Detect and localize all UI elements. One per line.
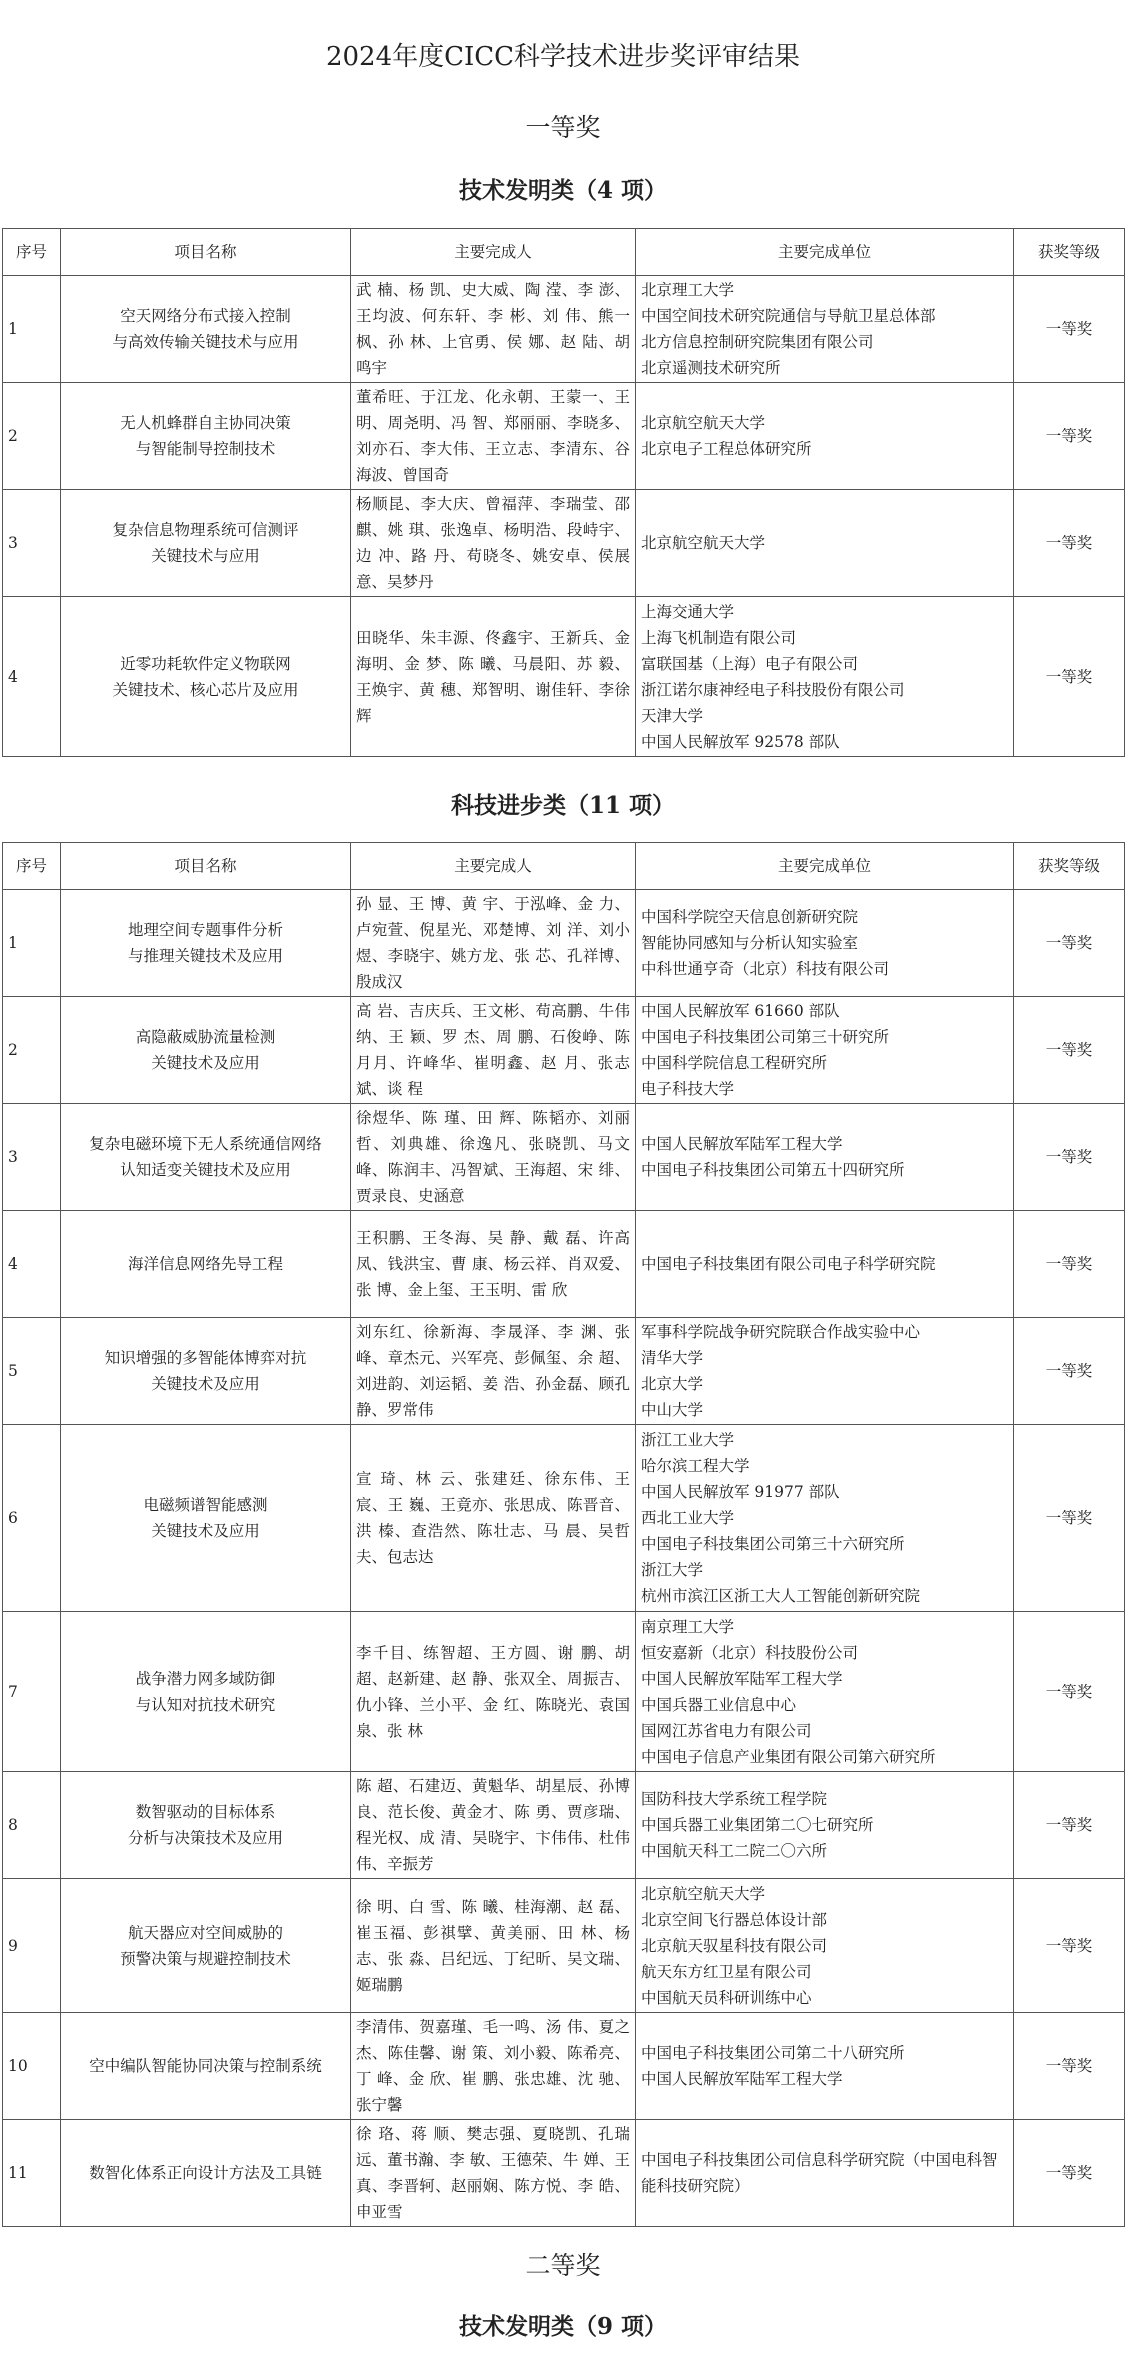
main-units: 浙江工业大学 哈尔滨工程大学 中国人民解放军 91977 部队 西北工业大学 中国电子科技集团公司第三十六研究所 浙江大学 杭州市滨江区浙工大人工智能创新研究院	[636, 1425, 1014, 1612]
project-name: 地理空间专题事件分析 与推理关键技术及应用	[61, 890, 351, 997]
project-name: 数智化体系正向设计方法及工具链	[61, 2120, 351, 2227]
header-people: 主要完成人	[351, 229, 636, 276]
header-people: 主要完成人	[351, 843, 636, 890]
awards-table-invention	[2, 228, 1125, 757]
main-units: 中国电子科技集团公司信息科学研究院（中国电科智能科技研究院）	[636, 2120, 1014, 2227]
project-name: 电磁频谱智能感测 关键技术及应用	[61, 1425, 351, 1612]
row-number: 1	[3, 276, 61, 383]
header-no: 序号	[3, 843, 61, 890]
award-level: 一等奖	[1014, 890, 1125, 997]
table-row	[3, 2013, 1125, 2120]
main-contributors: 田晓华、朱丰源、佟鑫宇、王新兵、金海明、金 梦、陈 曦、马晨阳、苏 毅、王焕宇、黄 穗、郑智明、谢佳轩、李徐辉	[351, 597, 636, 757]
table-row	[3, 1879, 1125, 2013]
project-name: 海洋信息网络先导工程	[61, 1211, 351, 1318]
row-number: 2	[3, 997, 61, 1104]
main-units: 上海交通大学 上海飞机制造有限公司 富联国基（上海）电子有限公司 浙江诺尔康神经电子科技股份有限公司 天津大学 中国人民解放军 92578 部队	[636, 597, 1014, 757]
main-units: 南京理工大学 恒安嘉新（北京）科技股份公司 中国人民解放军陆军工程大学 中国兵器工业信息中心 国网江苏省电力有限公司 中国电子信息产业集团有限公司第六研究所	[636, 1612, 1014, 1772]
main-units: 中国科学院空天信息创新研究院 智能协同感知与分析认知实验室 中科世通亨奇（北京）科技有限公司	[636, 890, 1014, 997]
table-row	[3, 1425, 1125, 1612]
awards-table-progress	[2, 842, 1125, 2227]
award-level: 一等奖	[1014, 597, 1125, 757]
award-level: 一等奖	[1014, 276, 1125, 383]
row-number: 4	[3, 1211, 61, 1318]
main-contributors: 宣 琦、林 云、张建廷、徐东伟、王 宸、王 巍、王竟亦、张思成、陈晋音、洪 榛、查浩然、陈壮志、马 晨、吴哲夫、包志达	[351, 1425, 636, 1612]
row-number: 3	[3, 490, 61, 597]
table-row	[3, 1318, 1125, 1425]
header-units: 主要完成单位	[636, 843, 1014, 890]
section-heading-progress: 科技进步类（11 项）	[450, 792, 675, 819]
row-number: 7	[3, 1612, 61, 1772]
project-name: 无人机蜂群自主协同决策 与智能制导控制技术	[61, 383, 351, 490]
main-units: 中国电子科技集团公司第二十八研究所 中国人民解放军陆军工程大学	[636, 2013, 1014, 2120]
main-units: 北京理工大学 中国空间技术研究院通信与导航卫星总体部 北方信息控制研究院集团有限公司 北京遥测技术研究所	[636, 276, 1014, 383]
section-heading-invention-first: 技术发明类（4 项）	[458, 177, 667, 204]
main-units: 北京航空航天大学	[636, 490, 1014, 597]
project-name: 近零功耗软件定义物联网 关键技术、核心芯片及应用	[61, 597, 351, 757]
award-level: 一等奖	[1014, 2013, 1125, 2120]
main-contributors: 李千目、练智超、王方圆、谢 鹏、胡 超、赵新建、赵 静、张双全、周振吉、仇小锋、兰小平、金 红、陈晓光、袁国泉、张 林	[351, 1612, 636, 1772]
table-row	[3, 890, 1125, 997]
main-units: 中国人民解放军陆军工程大学 中国电子科技集团公司第五十四研究所	[636, 1104, 1014, 1211]
main-contributors: 徐 珞、蒋 顺、樊志强、夏晓凯、孔瑞远、董书瀚、李 敏、王德荣、牛 婵、王 真、李晋轲、赵丽娴、陈方悦、李 皓、申亚雪	[351, 2120, 636, 2227]
table-row	[3, 2120, 1125, 2227]
header-units: 主要完成单位	[636, 229, 1014, 276]
award-level: 一等奖	[1014, 1104, 1125, 1211]
main-contributors: 孙 显、王 博、黄 宇、于泓峰、金 力、卢宛萱、倪星光、邓楚博、刘 洋、刘小煜、李晓宇、姚方龙、张 芯、孔祥博、殷成汉	[351, 890, 636, 997]
project-name: 空中编队智能协同决策与控制系统	[61, 2013, 351, 2120]
main-contributors: 王积鹏、王冬海、吴 静、戴 磊、许高凤、钱洪宝、曹 康、杨云祥、肖双爱、张 博、金上玺、王玉明、雷 欣	[351, 1211, 636, 1318]
table-row	[3, 1211, 1125, 1318]
header-level: 获奖等级	[1014, 229, 1125, 276]
row-number: 3	[3, 1104, 61, 1211]
project-name: 航天器应对空间威胁的 预警决策与规避控制技术	[61, 1879, 351, 2013]
document-title: 2024年度CICC科学技术进步奖评审结果	[325, 42, 801, 72]
award-level: 一等奖	[1014, 997, 1125, 1104]
main-units: 北京航空航天大学 北京电子工程总体研究所	[636, 383, 1014, 490]
main-units: 北京航空航天大学 北京空间飞行器总体设计部 北京航天驭星科技有限公司 航天东方红卫星有限公司 中国航天员科研训练中心	[636, 1879, 1014, 2013]
row-number: 2	[3, 383, 61, 490]
row-number: 11	[3, 2120, 61, 2227]
project-name: 数智驱动的目标体系 分析与决策技术及应用	[61, 1772, 351, 1879]
table-header-row	[3, 229, 1125, 276]
award-level: 一等奖	[1014, 1318, 1125, 1425]
table-row	[3, 1104, 1125, 1211]
section-heading-invention-second: 技术发明类（9 项）	[458, 2313, 667, 2340]
main-contributors: 李清伟、贺嘉瑾、毛一鸣、汤 伟、夏之杰、陈佳馨、谢 策、刘小毅、陈希亮、丁 峰、金 欣、崔 鹏、张忠雄、沈 驰、张宁馨	[351, 2013, 636, 2120]
award-level: 一等奖	[1014, 2120, 1125, 2227]
table-row	[3, 490, 1125, 597]
project-name: 空天网络分布式接入控制 与高效传输关键技术与应用	[61, 276, 351, 383]
header-name: 项目名称	[61, 843, 351, 890]
table-row	[3, 1612, 1125, 1772]
main-contributors: 高 岩、吉庆兵、王文彬、苟高鹏、牛伟纳、王 颖、罗 杰、周 鹏、石俊峥、陈月月、许峰华、崔明鑫、赵 月、张志斌、谈 程	[351, 997, 636, 1104]
table-row	[3, 1772, 1125, 1879]
row-number: 9	[3, 1879, 61, 2013]
award-level: 一等奖	[1014, 1425, 1125, 1612]
row-number: 1	[3, 890, 61, 997]
project-name: 战争潜力网多域防御 与认知对抗技术研究	[61, 1612, 351, 1772]
row-number: 5	[3, 1318, 61, 1425]
header-level: 获奖等级	[1014, 843, 1125, 890]
row-number: 4	[3, 597, 61, 757]
award-level: 一等奖	[1014, 1211, 1125, 1318]
prize-heading-first: 一等奖	[525, 113, 601, 142]
main-units: 中国电子科技集团有限公司电子科学研究院	[636, 1211, 1014, 1318]
table-row	[3, 383, 1125, 490]
main-contributors: 武 楠、杨 凯、史大威、陶 滢、李 澎、王均波、何东轩、李 彬、刘 伟、熊一枫、孙 林、上官勇、侯 娜、赵 陆、胡鸣宇	[351, 276, 636, 383]
prize-heading-second: 二等奖	[525, 2251, 601, 2280]
project-name: 复杂信息物理系统可信测评 关键技术与应用	[61, 490, 351, 597]
row-number: 8	[3, 1772, 61, 1879]
project-name: 高隐蔽威胁流量检测 关键技术及应用	[61, 997, 351, 1104]
award-level: 一等奖	[1014, 1612, 1125, 1772]
header-name: 项目名称	[61, 229, 351, 276]
row-number: 6	[3, 1425, 61, 1612]
table-row	[3, 597, 1125, 757]
row-number: 10	[3, 2013, 61, 2120]
main-contributors: 徐 明、白 雪、陈 曦、桂海潮、赵 磊、崔玉福、彭祺擘、黄美丽、田 林、杨 志、张 淼、吕纪远、丁纪昕、吴文瑞、姬瑞鹏	[351, 1879, 636, 2013]
main-contributors: 徐煜华、陈 瑾、田 辉、陈韬亦、刘丽哲、刘典雄、徐逸凡、张晓凯、马文峰、陈润丰、冯智斌、王海超、宋 绯、贾录良、史涵意	[351, 1104, 636, 1211]
award-level: 一等奖	[1014, 383, 1125, 490]
header-no: 序号	[3, 229, 61, 276]
project-name: 知识增强的多智能体博弈对抗 关键技术及应用	[61, 1318, 351, 1425]
project-name: 复杂电磁环境下无人系统通信网络 认知适变关键技术及应用	[61, 1104, 351, 1211]
main-contributors: 刘东红、徐新海、李晟泽、李 渊、张 峰、章杰元、兴军亮、彭佩玺、余 超、刘进韵、刘运韬、姜 浩、孙金磊、顾孔静、罗常伟	[351, 1318, 636, 1425]
main-contributors: 董希旺、于江龙、化永朝、王蒙一、王 明、周尧明、冯 智、郑丽丽、李晓多、刘亦石、李大伟、王立志、李清东、谷海波、曾国奇	[351, 383, 636, 490]
main-units: 军事科学院战争研究院联合作战实验中心 清华大学 北京大学 中山大学	[636, 1318, 1014, 1425]
award-level: 一等奖	[1014, 490, 1125, 597]
award-level: 一等奖	[1014, 1772, 1125, 1879]
award-level: 一等奖	[1014, 1879, 1125, 2013]
main-contributors: 杨顺昆、李大庆、曾福萍、李瑞莹、邵 麒、姚 琪、张逸卓、杨明浩、段峙宇、边 冲、路 丹、苟晓冬、姚安卓、侯展意、吴梦丹	[351, 490, 636, 597]
main-units: 中国人民解放军 61660 部队 中国电子科技集团公司第三十研究所 中国科学院信息工程研究所 电子科技大学	[636, 997, 1014, 1104]
table-row	[3, 997, 1125, 1104]
table-header-row	[3, 843, 1125, 890]
main-units: 国防科技大学系统工程学院 中国兵器工业集团第二〇七研究所 中国航天科工二院二〇六所	[636, 1772, 1014, 1879]
table-row	[3, 276, 1125, 383]
main-contributors: 陈 超、石建迈、黄魁华、胡星辰、孙博良、范长俊、黄金才、陈 勇、贾彦瑞、程光权、成 清、吴晓宇、卞伟伟、杜伟伟、辛振芳	[351, 1772, 636, 1879]
